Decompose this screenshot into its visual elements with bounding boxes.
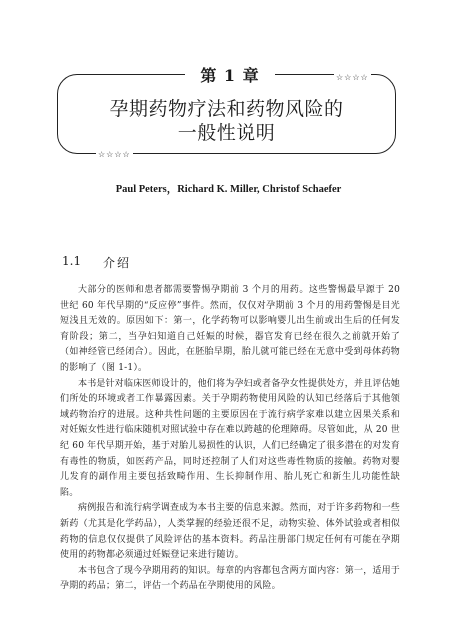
paragraph-3: 病例报告和流行病学调查成为本书主要的信息来源。然而，对于许多药物和一些新药（尤其是化学药品），人类掌握的经验还很不足，动物实验、体外试验或者相似药物的信息仅仅提供了风险评估的基本资料。药品注册部门规定任何有可能在孕期使用的药物都必须通过妊娠登记来进行随访。 bbox=[60, 503, 401, 561]
section-number: 1.1 bbox=[62, 254, 82, 268]
decorative-stars-bottom: ☆☆☆☆ bbox=[98, 150, 131, 159]
chapter-number: 第 1 章 bbox=[185, 66, 275, 86]
body-text bbox=[60, 283, 400, 595]
chapter-title-line-2: 一般性说明 bbox=[177, 122, 276, 144]
decorative-stars-top: ☆☆☆☆ bbox=[336, 73, 369, 82]
paragraph-2: 本书是针对临床医师设计的，他们将为孕妇或者备孕女性提供处方，并且评估她们所处的环境或者工作暴露因素。关于孕期药物使用风险的认知已经落后于其他领域药物治疗的进展。这种共性问题的主要原因在于流行病学家难以建立因果关系和对妊娠女性进行临床随机对照试验中存在难以跨越的伦理障碍。尽管如此，从 20 世纪 60 年代早期开始，基于对胎儿易损性的认识，人们已经确定了很多潜在的对发育有毒性的物质，如医药产品，同时还控制了人们对这些毒性物质的接触。药物对婴儿发育的副作用主要包括致畸作用、生长抑制作用、胎儿死亡和新生儿功能性缺陷。 bbox=[60, 378, 401, 498]
section-title: 介绍 bbox=[103, 256, 132, 270]
chapter-authors: Paul Peters，Richard K. Miller, Christof Schaefer bbox=[115, 184, 342, 195]
chapter-title-line-1: 孕期药物疗法和药物风险的 bbox=[109, 98, 344, 120]
paragraph-1: 大部分的医师和患者都需要警惕孕期前 3 个月的用药。这些警惕最早源于 20 世纪 60 年代早期的“反应停”事件。然而，仅仅对孕期前 3 个月的用药警惕是目光短浅且无效的。原因如下：第一，化学药物可以影响婴儿出生前或出生后的任何发育阶段；第二，当孕妇知道自己妊娠的时候，器官发育已经在很久之前就开始了（如神经管已经闭合）。因此，在胚胎早期，胎儿就可能已经在无意中受到母体药物的影响了（图 1-1）。 bbox=[60, 285, 400, 373]
paragraph-4: 本书包含了现今孕期用药的知识。每章的内容都包含两方面内容：第一，适用于孕期的药品；第二，评估一个药品在孕期使用的风险。 bbox=[60, 565, 401, 592]
